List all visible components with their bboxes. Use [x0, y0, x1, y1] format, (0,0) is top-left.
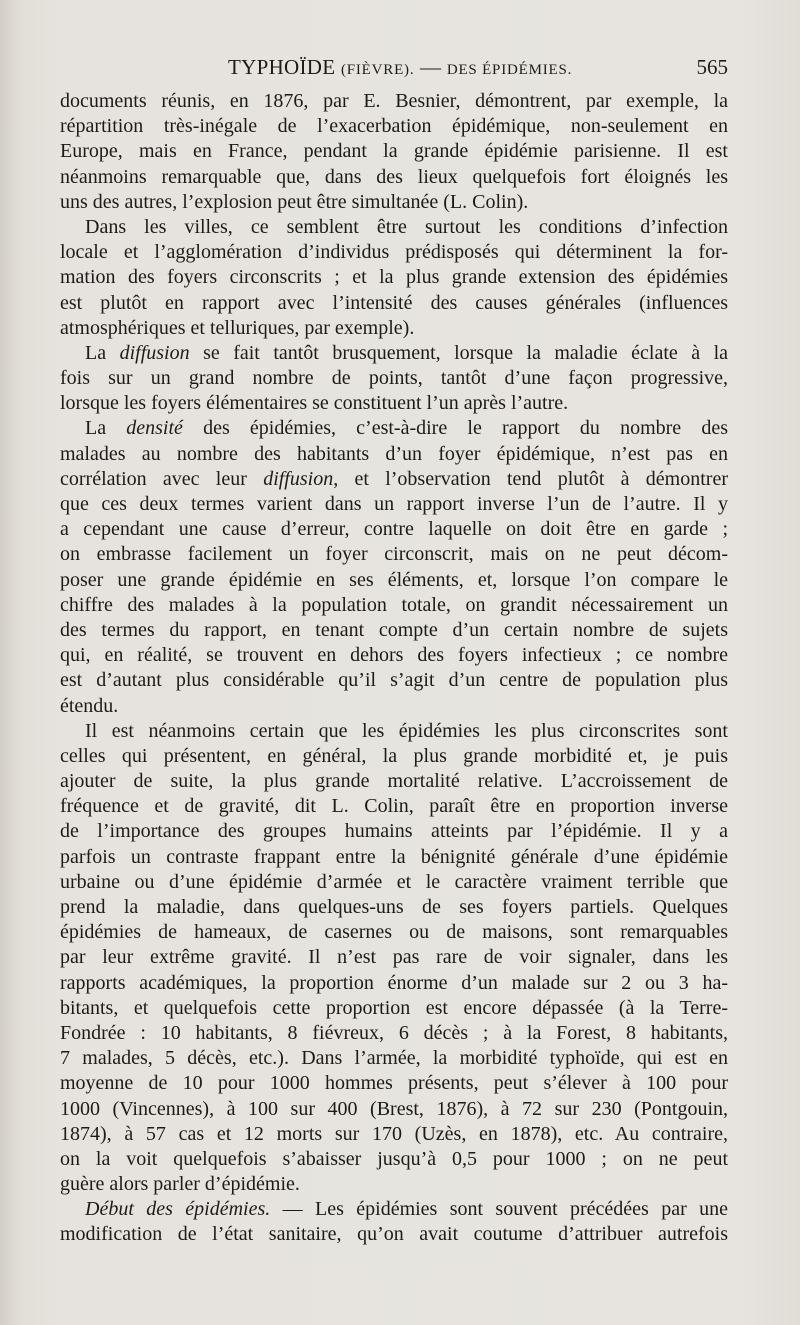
- text-segment: , et l’observation tend plutôt à démontrer: [333, 467, 728, 490]
- text-line: Dans les villes, ce semblent être surtout les conditions d’infection: [85, 215, 728, 238]
- text-line: Il est néanmoins certain que les épidémies les plus circonscrites sont: [85, 719, 728, 742]
- text-line: étendu.: [60, 694, 119, 717]
- text-line: est d’autant plus considérable qu’il s’agit d’un centre de population plus: [60, 669, 728, 692]
- text-line: poser une grande épidémie en ses éléments, et, lorsque l’on compare le: [60, 568, 728, 591]
- text-line: 7 malades, 5 décès, etc.). Dans l’armée, la morbidité typhoïde, qui est en: [60, 1047, 728, 1070]
- text-segment: des épidémies, c’est-à-dire le rapport du nombre des: [182, 417, 728, 440]
- text-line: que ces deux termes varient dans un rapport inverse l’un de l’autre. Il y: [60, 493, 728, 515]
- running-head-section: DES ÉPIDÉMIES.: [446, 62, 573, 78]
- text-line: on la voit quelquefois s’abaisser jusqu’à 0,5 pour 1000 ; on ne peut: [60, 1147, 728, 1170]
- text-line: locale et l’agglomération d’individus prédisposés qui déterminent la for-: [60, 241, 728, 264]
- text-line: modification de l’état sanitaire, qu’on avait coutume d’attribuer autrefois: [60, 1223, 728, 1246]
- text-segment: La: [85, 341, 120, 364]
- body-text: [60, 89, 728, 1248]
- italic-term: Début des épidémies.: [85, 1198, 271, 1221]
- text-line: épidémies de hameaux, de casernes ou de maisons, sont remarquables: [60, 921, 728, 944]
- text-line: fréquence et de gravité, dit L. Colin, paraît être en proportion inverse: [60, 795, 728, 818]
- running-head: [228, 55, 572, 80]
- text-segment: — Les épidémies sont souvent précédées par une: [270, 1198, 728, 1221]
- text-line: atmosphériques et telluriques, par exemple).: [60, 316, 415, 339]
- text-line: chiffre des malades à la population totale, on grandit nécessairement un: [60, 593, 728, 616]
- text-line: moyenne de 10 pour 1000 hommes présents, peut s’élever à 100 pour: [60, 1072, 728, 1095]
- text-line: mation des foyers circonscrits ; et la plus grande extension des épidémies: [60, 266, 728, 289]
- text-line: prend la maladie, dans quelques-uns de ses foyers partiels. Quelques: [60, 896, 728, 918]
- text-line: est plutôt en rapport avec l’intensité des causes générales (influences: [60, 291, 728, 314]
- text-segment: La: [85, 417, 127, 440]
- text-line: celles qui présentent, en général, la plus grande morbidité et, je puis: [60, 744, 728, 767]
- text-line: urbaine ou d’une épidémie d’armée et le caractère vraiment terrible que: [60, 870, 728, 893]
- text-line: de l’importance des groupes humains atteints par l’épidémie. Il y a: [60, 820, 728, 843]
- text-line: qui, en réalité, se trouvent en dehors des foyers infectieux ; ce nombre: [60, 644, 728, 667]
- text-line: on embrasse facilement un foyer circonscrit, mais on ne peut décom-: [60, 543, 728, 566]
- text-line: fois sur un grand nombre de points, tantôt d’une façon progressive,: [60, 367, 728, 390]
- text-line: bitants, et quelquefois cette proportion est encore dépassée (à la Terre-: [60, 996, 728, 1019]
- text-line: parfois un contraste frappant entre la bénignité générale d’une épidémie: [60, 845, 728, 868]
- running-head-title: TYPHOÏDE: [228, 55, 336, 79]
- text-line: 1874), à 57 cas et 12 morts sur 170 (Uzès, en 1878), etc. Au contraire,: [60, 1122, 728, 1145]
- text-line: malades au nombre des habitants d’un foyer épidémique, n’est pas en: [60, 442, 728, 465]
- text-line: ajouter de suite, la plus grande mortalité relative. L’accroissement de: [60, 770, 728, 793]
- text-line: [60, 416, 728, 441]
- italic-term: diffusion: [119, 341, 190, 364]
- page-header: [60, 55, 728, 85]
- text-line: a cependant une cause d’erreur, contre laquelle on doit être en garde ;: [60, 518, 728, 541]
- text-line: [60, 1197, 728, 1222]
- text-line: [60, 467, 728, 492]
- text-line: documents réunis, en 1876, par E. Besnier, démontrent, par exemple, la: [60, 90, 728, 112]
- text-line: néanmoins remarquable que, dans des lieux quelquefois fort éloignés les: [60, 165, 728, 188]
- text-segment: corrélation avec leur: [60, 467, 264, 490]
- running-head-dash: —: [414, 55, 447, 79]
- text-line: lorsque les foyers élémentaires se constituent l’un après l’autre.: [60, 392, 569, 415]
- text-line: [60, 341, 728, 366]
- text-line: guère alors parler d’épidémie.: [60, 1173, 300, 1196]
- text-line: 1000 (Vincennes), à 100 sur 400 (Brest, 1876), à 72 sur 230 (Pontgouin,: [60, 1097, 728, 1120]
- text-line: Europe, mais en France, pendant la grande épidémie parisienne. Il est: [60, 140, 728, 163]
- running-head-qualifier: (FIÈVRE).: [340, 62, 415, 78]
- page-number: 565: [696, 55, 728, 79]
- text-line: rapports académiques, la proportion énorme d’un malade sur 2 ou 3 ha-: [60, 971, 728, 994]
- text-line: par leur extrême gravité. Il n’est pas rare de voir signaler, dans les: [60, 946, 728, 969]
- italic-term: densité: [126, 417, 183, 440]
- italic-term: diffusion: [263, 467, 334, 490]
- text-line: Fondrée : 10 habitants, 8 fiévreux, 6 décès ; à la Forest, 8 habitants,: [60, 1021, 728, 1044]
- text-segment: se fait tantôt brusquement, lorsque la maladie éclate à la: [189, 341, 728, 364]
- text-line: répartition très-inégale de l’exacerbation épidémique, non-seulement en: [60, 115, 728, 138]
- text-line: des termes du rapport, en tenant compte d’un certain nombre de sujets: [60, 618, 728, 641]
- text-line: uns des autres, l’explosion peut être simultanée (L. Colin).: [60, 190, 529, 213]
